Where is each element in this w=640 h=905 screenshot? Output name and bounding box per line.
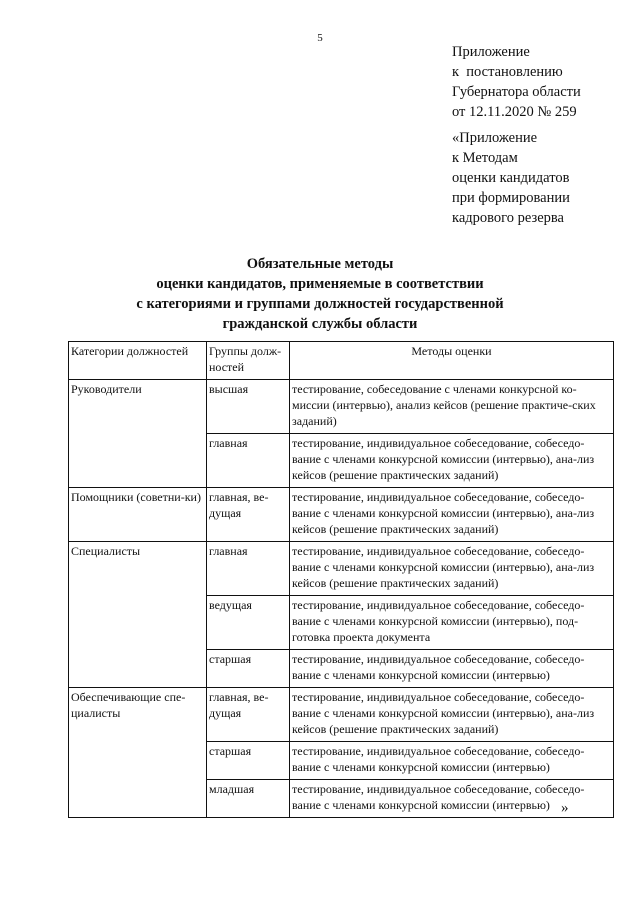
methods-cell: тестирование, собеседование с членами конкурсной ко-миссии (интервью), анализ кейсов (решение практиче-ских заданий) xyxy=(290,380,614,434)
methods-cell: тестирование, индивидуальное собеседование, собеседо-вание с членами конкурсной комиссии (интервью), ана-лиз кейсов (решение практических заданий) xyxy=(290,434,614,488)
title-line: гражданской службы области xyxy=(222,316,418,332)
table-row xyxy=(69,380,614,434)
group-cell: старшая xyxy=(207,742,290,780)
appendix-methods-block xyxy=(452,128,632,228)
methods-cell: тестирование, индивидуальное собеседование, собеседо-вание с членами конкурсной комиссии (интервью), под-готовка проекта документа xyxy=(290,596,614,650)
title-line: оценки кандидатов, применяемые в соответствии xyxy=(156,276,484,292)
appendix-methods-line: при формировании xyxy=(452,190,570,206)
appendix-block xyxy=(452,42,632,122)
group-cell: старшая xyxy=(207,650,290,688)
appendix-methods-line: оценки кандидатов xyxy=(452,170,570,186)
appendix-line: Губернатора области xyxy=(452,84,581,100)
group-cell: главная, ве-дущая xyxy=(207,688,290,742)
appendix-line: Приложение xyxy=(452,44,530,60)
appendix-methods-line: к Методам xyxy=(452,150,518,166)
methods-cell: тестирование, индивидуальное собеседование, собеседо-вание с членами конкурсной комиссии (интервью) xyxy=(290,742,614,780)
table-header-row xyxy=(69,342,614,380)
header-categories: Категории должностей xyxy=(69,342,207,380)
appendix-methods-line: «Приложение xyxy=(452,130,538,146)
methods-cell: тестирование, индивидуальное собеседование, собеседо-вание с членами конкурсной комиссии (интервью) xyxy=(290,780,614,818)
document-title xyxy=(40,254,600,334)
group-cell: младшая xyxy=(207,780,290,818)
header-groups: Группы долж-ностей xyxy=(207,342,290,380)
group-cell: ведущая xyxy=(207,596,290,650)
appendix-methods-line: кадрового резерва xyxy=(452,210,564,226)
table-row xyxy=(69,542,614,596)
category-cell: Обеспечивающие спе-циалисты xyxy=(69,688,207,818)
group-cell: главная xyxy=(207,434,290,488)
table-row xyxy=(69,688,614,742)
appendix-line: от 12.11.2020 № 259 xyxy=(452,104,577,120)
methods-cell: тестирование, индивидуальное собеседование, собеседо-вание с членами конкурсной комиссии (интервью), ана-лиз кейсов (решение практических заданий) xyxy=(290,542,614,596)
appendix-line: к постановлению xyxy=(452,64,563,80)
methods-cell: тестирование, индивидуальное собеседование, собеседо-вание с членами конкурсной комиссии (интервью) xyxy=(290,650,614,688)
closing-quote: » xyxy=(561,800,569,816)
table-row xyxy=(69,488,614,542)
group-cell: высшая xyxy=(207,380,290,434)
methods-cell: тестирование, индивидуальное собеседование, собеседо-вание с членами конкурсной комиссии (интервью), ана-лиз кейсов (решение практических заданий) xyxy=(290,688,614,742)
category-cell: Специалисты xyxy=(69,542,207,688)
category-cell: Помощники (советни-ки) xyxy=(69,488,207,542)
group-cell: главная, ве-дущая xyxy=(207,488,290,542)
methods-cell: тестирование, индивидуальное собеседование, собеседо-вание с членами конкурсной комиссии (интервью), ана-лиз кейсов (решение практических заданий) xyxy=(290,488,614,542)
group-cell: главная xyxy=(207,542,290,596)
category-cell: Руководители xyxy=(69,380,207,488)
assessment-methods-table xyxy=(68,341,614,818)
page-number: 5 xyxy=(317,32,323,44)
header-methods: Методы оценки xyxy=(290,342,614,380)
title-line: Обязательные методы xyxy=(246,256,394,272)
title-line: с категориями и группами должностей государственной xyxy=(136,296,504,312)
